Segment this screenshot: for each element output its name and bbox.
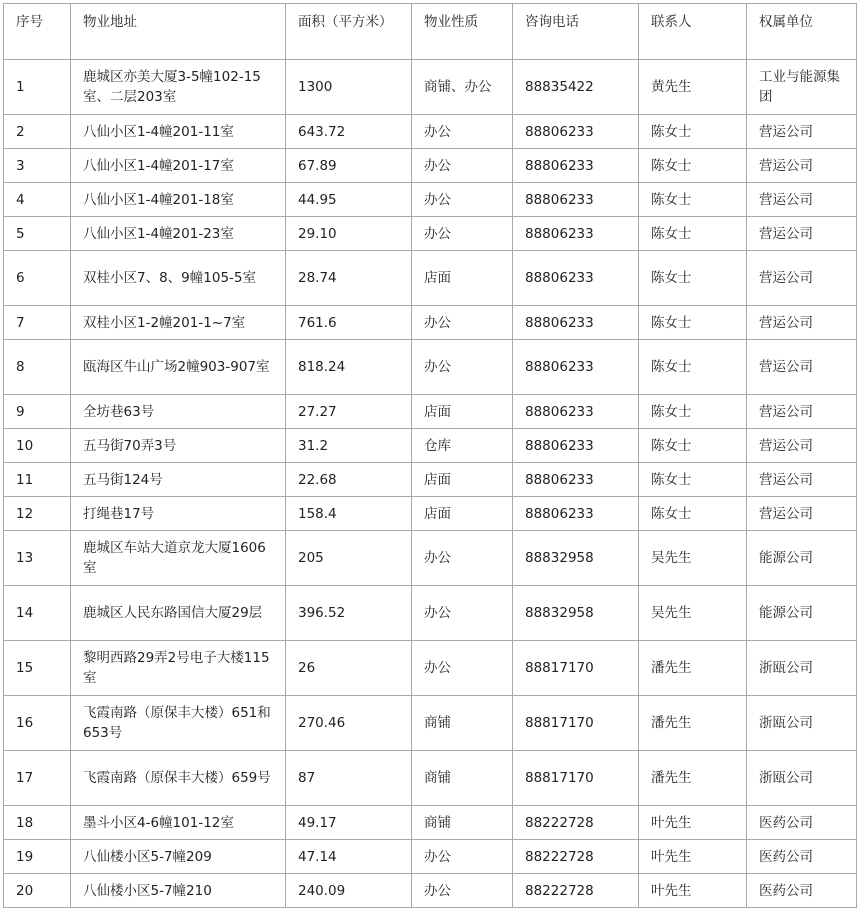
cell-owner: 医药公司 <box>747 840 857 874</box>
table-row <box>4 806 857 840</box>
cell-area: 47.14 <box>286 840 412 874</box>
cell-owner: 浙瓯公司 <box>747 696 857 751</box>
cell-index: 4 <box>4 183 71 217</box>
cell-index: 18 <box>4 806 71 840</box>
table-row <box>4 463 857 497</box>
cell-owner: 医药公司 <box>747 806 857 840</box>
table-row <box>4 395 857 429</box>
cell-area: 761.6 <box>286 306 412 340</box>
table-row <box>4 874 857 908</box>
header-contact: 联系人 <box>639 4 747 60</box>
cell-index: 15 <box>4 641 71 696</box>
cell-contact: 陈女士 <box>639 429 747 463</box>
cell-property-type: 办公 <box>412 217 513 251</box>
cell-owner: 营运公司 <box>747 463 857 497</box>
cell-phone: 88806233 <box>513 306 639 340</box>
cell-owner: 医药公司 <box>747 874 857 908</box>
cell-phone: 88222728 <box>513 840 639 874</box>
cell-phone: 88806233 <box>513 395 639 429</box>
table-row <box>4 641 857 696</box>
cell-owner: 营运公司 <box>747 183 857 217</box>
cell-area: 67.89 <box>286 149 412 183</box>
header-owner: 权属单位 <box>747 4 857 60</box>
cell-owner: 营运公司 <box>747 251 857 306</box>
cell-phone: 88806233 <box>513 463 639 497</box>
cell-index: 20 <box>4 874 71 908</box>
cell-owner: 工业与能源集团 <box>747 60 857 115</box>
table-row <box>4 340 857 395</box>
cell-index: 16 <box>4 696 71 751</box>
cell-property-type: 店面 <box>412 497 513 531</box>
cell-address: 瓯海区牛山广场2幢903-907室 <box>71 340 286 395</box>
cell-property-type: 仓库 <box>412 429 513 463</box>
property-table <box>3 3 857 908</box>
cell-contact: 陈女士 <box>639 463 747 497</box>
cell-owner: 营运公司 <box>747 497 857 531</box>
header-area: 面积（平方米） <box>286 4 412 60</box>
table-row <box>4 306 857 340</box>
cell-phone: 88832958 <box>513 531 639 586</box>
table-row <box>4 251 857 306</box>
header-row <box>4 4 857 60</box>
cell-index: 9 <box>4 395 71 429</box>
cell-phone: 88806233 <box>513 217 639 251</box>
cell-owner: 浙瓯公司 <box>747 641 857 696</box>
cell-index: 14 <box>4 586 71 641</box>
cell-address: 打绳巷17号 <box>71 497 286 531</box>
cell-area: 31.2 <box>286 429 412 463</box>
table-row <box>4 696 857 751</box>
cell-address: 鹿城区亦美大厦3-5幢102-15室、二层203室 <box>71 60 286 115</box>
cell-address: 墨斗小区4-6幢101-12室 <box>71 806 286 840</box>
table-row <box>4 497 857 531</box>
cell-property-type: 办公 <box>412 183 513 217</box>
cell-area: 205 <box>286 531 412 586</box>
cell-address: 五马街70弄3号 <box>71 429 286 463</box>
cell-property-type: 办公 <box>412 149 513 183</box>
cell-index: 3 <box>4 149 71 183</box>
table-row <box>4 586 857 641</box>
table-row <box>4 531 857 586</box>
cell-contact: 陈女士 <box>639 217 747 251</box>
cell-contact: 陈女士 <box>639 497 747 531</box>
cell-property-type: 办公 <box>412 115 513 149</box>
cell-phone: 88817170 <box>513 751 639 806</box>
cell-area: 87 <box>286 751 412 806</box>
cell-contact: 叶先生 <box>639 874 747 908</box>
cell-contact: 潘先生 <box>639 751 747 806</box>
cell-index: 1 <box>4 60 71 115</box>
cell-phone: 88817170 <box>513 696 639 751</box>
cell-area: 44.95 <box>286 183 412 217</box>
cell-contact: 潘先生 <box>639 641 747 696</box>
header-address: 物业地址 <box>71 4 286 60</box>
header-phone: 咨询电话 <box>513 4 639 60</box>
cell-contact: 黄先生 <box>639 60 747 115</box>
cell-phone: 88835422 <box>513 60 639 115</box>
cell-property-type: 办公 <box>412 840 513 874</box>
cell-index: 13 <box>4 531 71 586</box>
cell-property-type: 店面 <box>412 463 513 497</box>
cell-index: 5 <box>4 217 71 251</box>
cell-index: 8 <box>4 340 71 395</box>
cell-contact: 陈女士 <box>639 340 747 395</box>
cell-index: 11 <box>4 463 71 497</box>
cell-owner: 营运公司 <box>747 149 857 183</box>
cell-property-type: 商铺、办公 <box>412 60 513 115</box>
cell-address: 双桂小区1-2幢201-1~7室 <box>71 306 286 340</box>
cell-owner: 营运公司 <box>747 217 857 251</box>
cell-property-type: 办公 <box>412 340 513 395</box>
cell-phone: 88222728 <box>513 806 639 840</box>
cell-phone: 88817170 <box>513 641 639 696</box>
cell-index: 17 <box>4 751 71 806</box>
cell-index: 12 <box>4 497 71 531</box>
cell-address: 八仙小区1-4幢201-23室 <box>71 217 286 251</box>
cell-phone: 88832958 <box>513 586 639 641</box>
cell-contact: 陈女士 <box>639 115 747 149</box>
cell-contact: 叶先生 <box>639 840 747 874</box>
cell-phone: 88806233 <box>513 340 639 395</box>
cell-area: 643.72 <box>286 115 412 149</box>
cell-address: 双桂小区7、8、9幢105-5室 <box>71 251 286 306</box>
cell-owner: 营运公司 <box>747 115 857 149</box>
cell-area: 28.74 <box>286 251 412 306</box>
cell-address: 八仙小区1-4幢201-18室 <box>71 183 286 217</box>
cell-address: 飞霞南路（原保丰大楼）651和653号 <box>71 696 286 751</box>
cell-area: 22.68 <box>286 463 412 497</box>
cell-phone: 88806233 <box>513 251 639 306</box>
cell-owner: 能源公司 <box>747 531 857 586</box>
cell-address: 黎明西路29弄2号电子大楼115室 <box>71 641 286 696</box>
cell-property-type: 办公 <box>412 874 513 908</box>
cell-phone: 88806233 <box>513 115 639 149</box>
cell-address: 八仙小区1-4幢201-17室 <box>71 149 286 183</box>
cell-owner: 营运公司 <box>747 429 857 463</box>
cell-area: 27.27 <box>286 395 412 429</box>
table-row <box>4 149 857 183</box>
table-row <box>4 429 857 463</box>
cell-index: 7 <box>4 306 71 340</box>
table-row <box>4 60 857 115</box>
cell-phone: 88806233 <box>513 149 639 183</box>
cell-address: 八仙楼小区5-7幢210 <box>71 874 286 908</box>
cell-index: 10 <box>4 429 71 463</box>
cell-index: 6 <box>4 251 71 306</box>
cell-contact: 潘先生 <box>639 696 747 751</box>
cell-address: 全坊巷63号 <box>71 395 286 429</box>
cell-contact: 陈女士 <box>639 251 747 306</box>
cell-owner: 浙瓯公司 <box>747 751 857 806</box>
header-index: 序号 <box>4 4 71 60</box>
cell-address: 八仙楼小区5-7幢209 <box>71 840 286 874</box>
cell-contact: 陈女士 <box>639 395 747 429</box>
cell-area: 1300 <box>286 60 412 115</box>
cell-address: 鹿城区车站大道京龙大厦1606室 <box>71 531 286 586</box>
cell-phone: 88806233 <box>513 429 639 463</box>
table-row <box>4 217 857 251</box>
cell-contact: 陈女士 <box>639 306 747 340</box>
cell-property-type: 商铺 <box>412 751 513 806</box>
cell-property-type: 办公 <box>412 586 513 641</box>
table-row <box>4 183 857 217</box>
cell-phone: 88222728 <box>513 874 639 908</box>
cell-area: 49.17 <box>286 806 412 840</box>
cell-property-type: 办公 <box>412 531 513 586</box>
cell-area: 818.24 <box>286 340 412 395</box>
cell-phone: 88806233 <box>513 497 639 531</box>
cell-area: 29.10 <box>286 217 412 251</box>
cell-area: 158.4 <box>286 497 412 531</box>
cell-property-type: 商铺 <box>412 806 513 840</box>
cell-contact: 陈女士 <box>639 183 747 217</box>
cell-address: 鹿城区人民东路国信大厦29层 <box>71 586 286 641</box>
cell-property-type: 店面 <box>412 395 513 429</box>
table-row <box>4 115 857 149</box>
cell-contact: 陈女士 <box>639 149 747 183</box>
cell-property-type: 办公 <box>412 306 513 340</box>
cell-contact: 吴先生 <box>639 531 747 586</box>
cell-property-type: 店面 <box>412 251 513 306</box>
header-property-type: 物业性质 <box>412 4 513 60</box>
cell-area: 270.46 <box>286 696 412 751</box>
cell-contact: 叶先生 <box>639 806 747 840</box>
cell-index: 2 <box>4 115 71 149</box>
cell-area: 240.09 <box>286 874 412 908</box>
cell-address: 飞霞南路（原保丰大楼）659号 <box>71 751 286 806</box>
table-row <box>4 840 857 874</box>
cell-owner: 营运公司 <box>747 306 857 340</box>
cell-owner: 营运公司 <box>747 340 857 395</box>
cell-property-type: 商铺 <box>412 696 513 751</box>
cell-address: 五马街124号 <box>71 463 286 497</box>
cell-address: 八仙小区1-4幢201-11室 <box>71 115 286 149</box>
cell-index: 19 <box>4 840 71 874</box>
cell-area: 396.52 <box>286 586 412 641</box>
cell-phone: 88806233 <box>513 183 639 217</box>
cell-area: 26 <box>286 641 412 696</box>
cell-contact: 吴先生 <box>639 586 747 641</box>
table-row <box>4 751 857 806</box>
cell-property-type: 办公 <box>412 641 513 696</box>
cell-owner: 能源公司 <box>747 586 857 641</box>
cell-owner: 营运公司 <box>747 395 857 429</box>
